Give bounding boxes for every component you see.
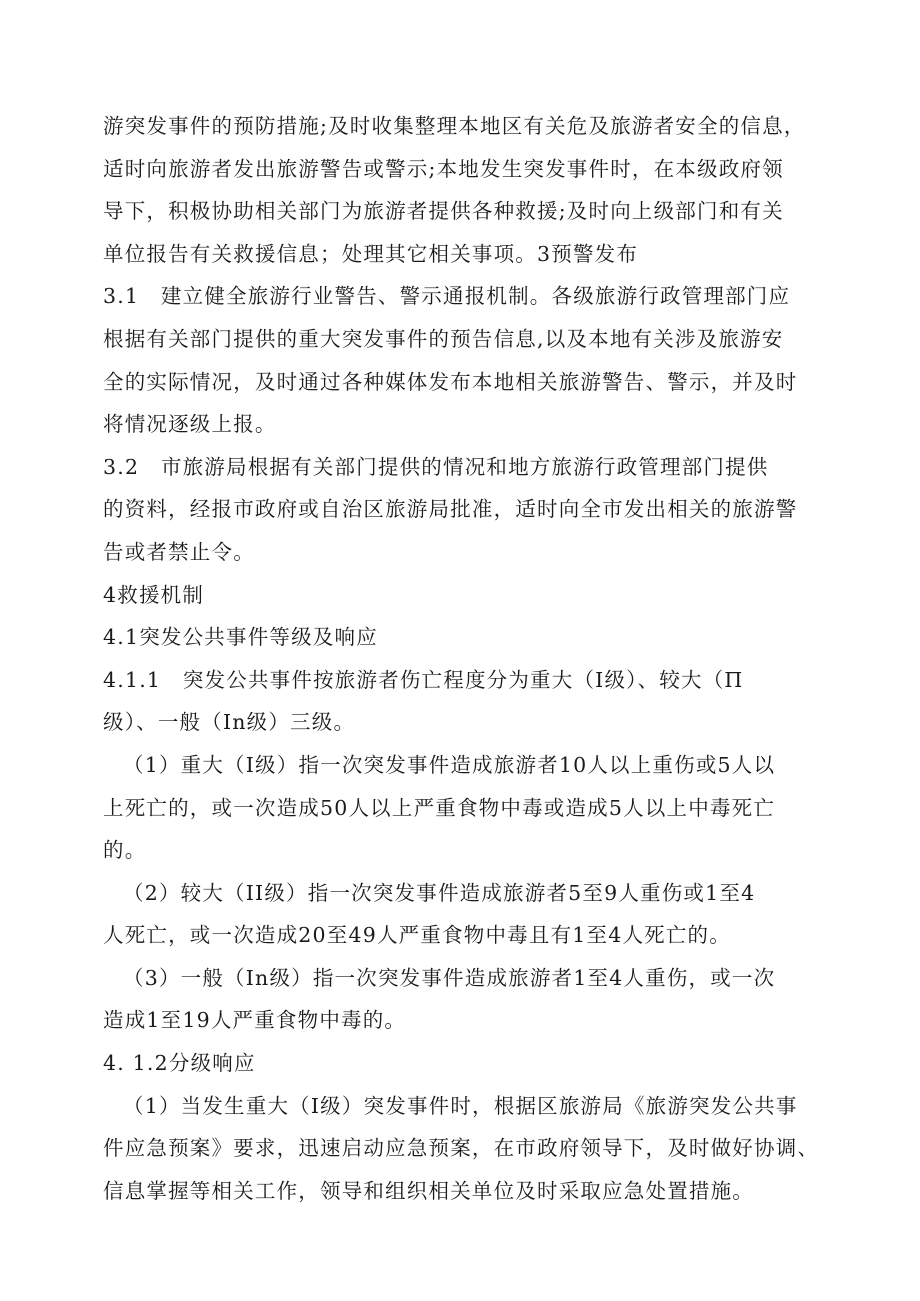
text-line: 造成1至19人严重食物中毒的。 (103, 1008, 407, 1033)
item-3-line: （3）一般（In级）指一次突发事件造成旅游者1至4人重伤，或一次 (123, 965, 776, 990)
text-line: 件应急预案》要求，迅速启动应急预案，在市政府领导下，及时做好协调、 (103, 1136, 820, 1161)
section-3-1-line: 3.1 建立健全旅游行业警告、警示通报机制。各级旅游行政管理部门应 (103, 284, 791, 309)
document-body (103, 105, 843, 1212)
item-1-line: （1）重大（Ⅰ级）指一次突发事件造成旅游者10人以上重伤或5人以 (123, 752, 776, 777)
text-line: 人死亡，或一次造成20至49人严重食物中毒且有1至4人死亡的。 (103, 923, 731, 948)
item-2-line: （2）较大（II级）指一次突发事件造成旅游者5至9人重伤或1至4 (123, 880, 756, 905)
text-line: 的。 (103, 838, 147, 863)
text-line: 的资料，经报市政府或自治区旅游局批准，适时向全市发出相关的旅游警 (103, 497, 798, 522)
text-line: 导下，积极协助相关部门为旅游者提供各种救援;及时向上级部门和有关 (103, 199, 784, 224)
text-line: 将情况逐级上报。 (103, 412, 277, 437)
text-line: 游突发事件的预防措施;及时收集整理本地区有关危及旅游者安全的信息， (103, 114, 806, 138)
section-4-1-2-heading: 4. 1.2分级响应 (103, 1051, 256, 1076)
text-line: 告或者禁止令。 (103, 539, 255, 564)
text-line: 上死亡的，或一次造成50人以上严重食物中毒或造成5人以上中毒死亡 (103, 795, 776, 820)
text-line: 信息掌握等相关工作，领导和组织相关单位及时采取应急处置措施。 (103, 1178, 754, 1203)
text-line: 级）、一般（In级）三级。 (103, 710, 356, 735)
section-3-2-line: 3.2 市旅游局根据有关部门提供的情况和地方旅游行政管理部门提供 (103, 454, 769, 479)
section-4-1-heading: 4.1突发公共事件等级及响应 (103, 625, 378, 650)
section-4-heading: 4救援机制 (103, 582, 205, 607)
section-4-1-1-line: 4.1.1 突发公共事件按旅游者伤亡程度分为重大（Ⅰ级）、较大（Π (103, 667, 744, 692)
response-item-1-line: （1）当发生重大（Ⅰ级）突发事件时，根据区旅游局《旅游突发公共事 (123, 1093, 798, 1118)
text-line: 全的实际情况，及时通过各种媒体发布本地相关旅游警告、警示，并及时 (103, 369, 798, 394)
text-line: 单位报告有关救援信息；处理其它相关事项。3预警发布 (103, 241, 639, 266)
text-line: 根据有关部门提供的重大突发事件的预告信息,以及本地有关涉及旅游安 (103, 326, 784, 351)
text-line: 适时向旅游者发出旅游警告或警示;本地发生突发事件时，在本级政府领 (103, 156, 784, 181)
